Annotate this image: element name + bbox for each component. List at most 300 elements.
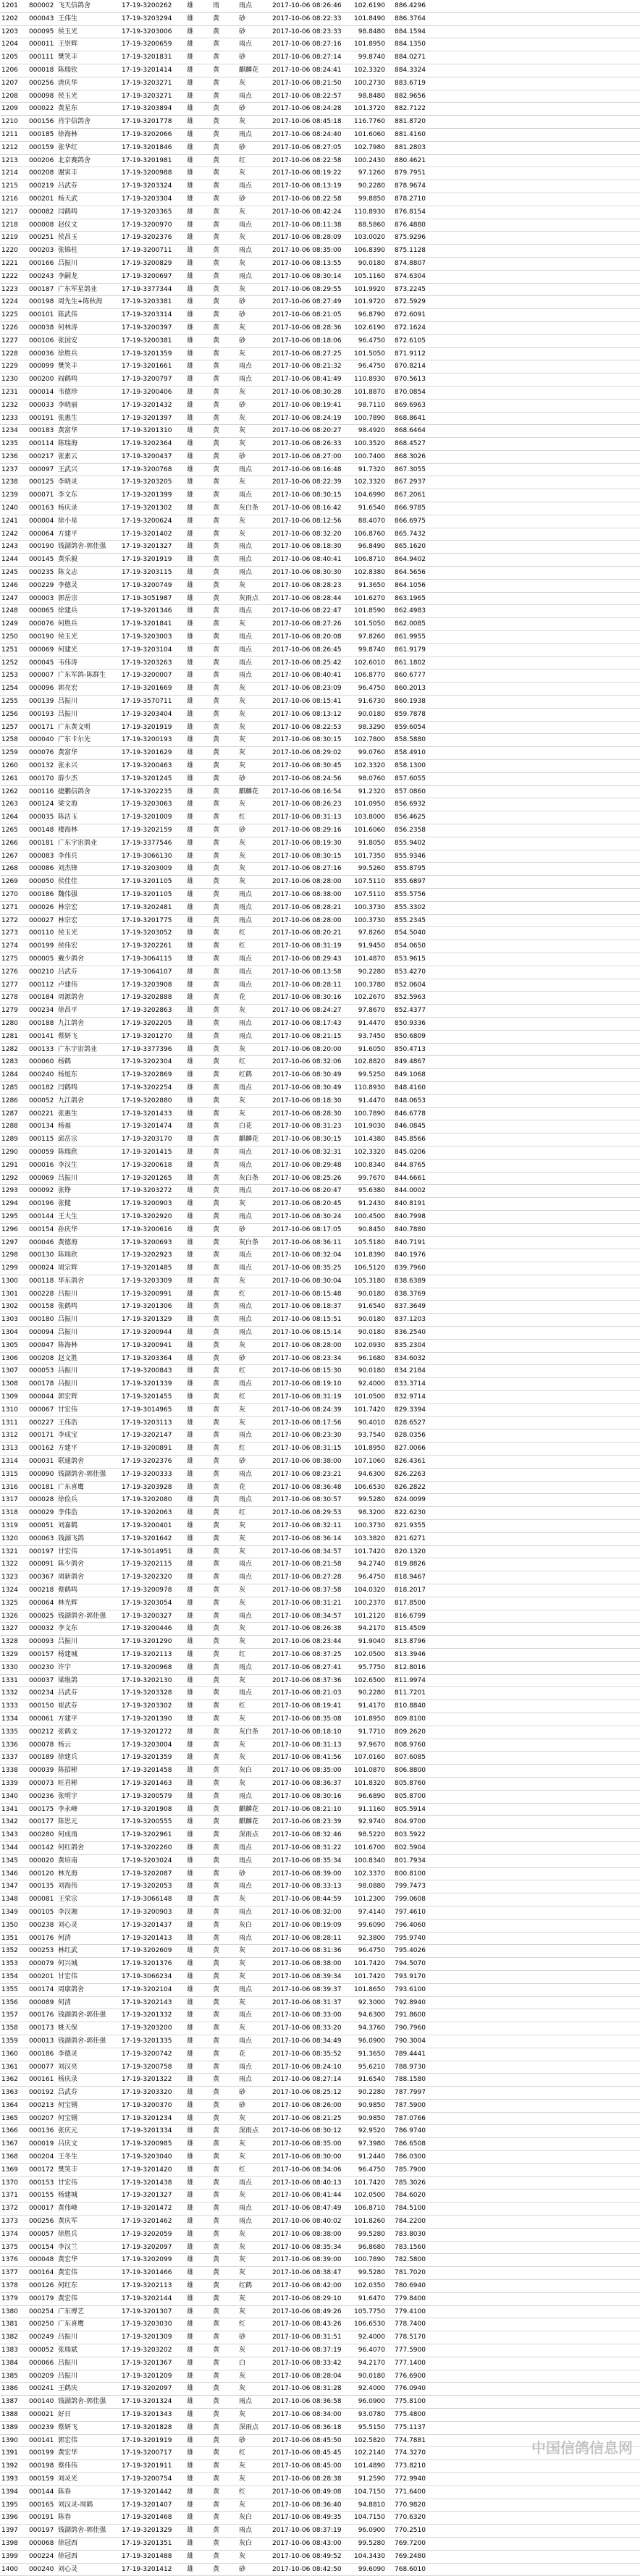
feather-color-cell: 红 xyxy=(237,811,271,824)
owner-name-cell: 何建光 xyxy=(56,643,120,656)
feather-color-cell: 雨点 xyxy=(237,1790,271,1803)
ring-id-cell: 000110 xyxy=(28,927,56,940)
empty-cell xyxy=(427,283,640,296)
eye-color-cell: 黄 xyxy=(211,1172,237,1185)
empty-cell xyxy=(427,1816,640,1829)
distance-cell: 99.5280 xyxy=(308,1494,387,1507)
ring-id-cell: 000230 xyxy=(28,1661,56,1674)
table-row xyxy=(0,2099,640,2112)
empty-cell xyxy=(427,1352,640,1365)
speed-cell: 786.6508 xyxy=(387,2138,427,2151)
speed-cell: 818.9467 xyxy=(387,1571,427,1584)
eye-color-cell: 黄 xyxy=(211,309,237,322)
speed-cell: 822.6230 xyxy=(387,1507,427,1520)
ring-id-cell: 000090 xyxy=(28,1468,56,1481)
speed-cell: 791.8600 xyxy=(387,2009,427,2022)
distance-cell: 102.7800 xyxy=(308,734,387,747)
return-time-cell: 2017-10-06 08:21:25 xyxy=(271,2112,308,2125)
owner-name-cell: 吕武芬 xyxy=(56,180,120,193)
rank-cell: 1310 xyxy=(0,1403,28,1416)
speed-cell: 790.7960 xyxy=(387,2022,427,2035)
pigeon-ring-cell: 17-19-3200711 xyxy=(120,245,185,258)
empty-cell xyxy=(427,1739,640,1752)
feather-color-cell: 砂 xyxy=(237,2099,271,2112)
return-time-cell: 2017-10-06 08:31:15 xyxy=(271,1443,308,1456)
empty-cell xyxy=(427,0,640,12)
table-row xyxy=(0,438,640,451)
table-row xyxy=(0,1777,640,1790)
ring-id-cell: 000219 xyxy=(28,180,56,193)
speed-cell: 820.1320 xyxy=(387,1545,427,1558)
owner-name-cell: 黄宏伟 xyxy=(56,2292,120,2305)
rank-cell: 1358 xyxy=(0,2022,28,2035)
return-time-cell: 2017-10-06 08:31:22 xyxy=(271,1841,308,1854)
eye-color-cell: 黄 xyxy=(211,901,237,914)
empty-cell xyxy=(427,502,640,515)
empty-cell xyxy=(427,296,640,309)
speed-cell: 793.9170 xyxy=(387,1970,427,1983)
empty-cell xyxy=(427,901,640,914)
eye-color-cell: 黄 xyxy=(211,772,237,785)
ring-id-cell: 000144 xyxy=(28,2486,56,2499)
owner-name-cell: 肖宇信鸽舍 xyxy=(56,116,120,129)
sex-cell: 雄 xyxy=(185,734,211,747)
return-time-cell: 2017-10-06 08:31:19 xyxy=(271,940,308,953)
eye-color-cell: 黄 xyxy=(211,2383,237,2396)
feather-color-cell: 雨点 xyxy=(237,1159,271,1172)
return-time-cell: 2017-10-06 08:35:00 xyxy=(271,1765,308,1778)
speed-cell: 857.0860 xyxy=(387,785,427,798)
return-time-cell: 2017-10-06 08:33:20 xyxy=(271,2022,308,2035)
sex-cell: 雄 xyxy=(185,2305,211,2318)
rank-cell: 1205 xyxy=(0,51,28,64)
speed-cell: 856.2358 xyxy=(387,824,427,837)
sex-cell: 雄 xyxy=(185,1443,211,1456)
return-time-cell: 2017-10-06 08:29:02 xyxy=(271,747,308,760)
table-row xyxy=(0,1146,640,1159)
table-row xyxy=(0,2396,640,2409)
distance-cell: 101.7420 xyxy=(308,1403,387,1416)
sex-cell: 雄 xyxy=(185,2434,211,2447)
table-row xyxy=(0,1893,640,1906)
table-row xyxy=(0,824,640,837)
owner-name-cell: 黄培南 xyxy=(56,1854,120,1867)
sex-cell: 雄 xyxy=(185,541,211,554)
ring-id-cell: 000176 xyxy=(28,1932,56,1945)
rank-cell: 1340 xyxy=(0,1790,28,1803)
ring-id-cell: 000174 xyxy=(28,1983,56,1996)
ring-id-cell: 000060 xyxy=(28,1056,56,1069)
table-row xyxy=(0,2189,640,2203)
owner-name-cell: 张鹤文 xyxy=(56,1726,120,1739)
owner-name-cell: 林红武 xyxy=(56,1945,120,1958)
sex-cell: 雄 xyxy=(185,1288,211,1301)
table-row xyxy=(0,1081,640,1094)
pigeon-ring-cell: 17-19-3200624 xyxy=(120,515,185,528)
ring-id-cell: 000181 xyxy=(28,837,56,850)
sex-cell: 雄 xyxy=(185,1159,211,1172)
speed-cell: 770.9820 xyxy=(387,2499,427,2512)
eye-color-cell: 黄 xyxy=(211,1314,237,1327)
distance-cell: 96.4750 xyxy=(308,360,387,373)
table-row xyxy=(0,386,640,399)
empty-cell xyxy=(427,1932,640,1945)
return-time-cell: 2017-10-06 08:24:28 xyxy=(271,103,308,116)
empty-cell xyxy=(427,1456,640,1469)
table-row xyxy=(0,1314,640,1327)
table-row xyxy=(0,1571,640,1584)
distance-cell: 101.8590 xyxy=(308,605,387,618)
sex-cell: 雄 xyxy=(185,1236,211,1249)
sex-cell: 雄 xyxy=(185,64,211,77)
empty-cell xyxy=(427,1094,640,1107)
table-row xyxy=(0,2280,640,2293)
ring-id-cell: 000161 xyxy=(28,2074,56,2087)
pigeon-ring-cell: 17-19-3201309 xyxy=(120,2331,185,2344)
feather-color-cell: 雨点 xyxy=(237,656,271,670)
eye-color-cell: 黄 xyxy=(211,1056,237,1069)
eye-color-cell: 黄 xyxy=(211,1133,237,1146)
table-row xyxy=(0,683,640,696)
ring-id-cell: 000201 xyxy=(28,193,56,206)
empty-cell xyxy=(427,863,640,876)
sex-cell: 雄 xyxy=(185,760,211,773)
speed-cell: 818.2017 xyxy=(387,1584,427,1597)
eye-color-cell: 黄 xyxy=(211,321,237,334)
distance-cell: 104.0320 xyxy=(308,1584,387,1597)
pigeon-ring-cell: 17-19-3201919 xyxy=(120,554,185,567)
site-watermark: 中国信鸽信息网 xyxy=(531,2439,633,2457)
ring-id-cell: 000256 xyxy=(28,2216,56,2229)
ring-id-cell: 000185 xyxy=(28,128,56,141)
empty-cell xyxy=(427,1017,640,1030)
feather-color-cell: 灰 xyxy=(237,618,271,631)
feather-color-cell: 灰 xyxy=(237,1403,271,1416)
empty-cell xyxy=(427,2061,640,2074)
ring-id-cell: 000171 xyxy=(28,721,56,734)
feather-color-cell: 雨点 xyxy=(237,554,271,567)
speed-cell: 868.3026 xyxy=(387,450,427,463)
ring-id-cell: 000240 xyxy=(28,2563,56,2576)
feather-color-cell: 砂 xyxy=(237,25,271,38)
return-time-cell: 2017-10-06 08:30:04 xyxy=(271,1275,308,1288)
speed-cell: 800.8100 xyxy=(387,1867,427,1880)
feather-color-cell: 灰 xyxy=(237,683,271,696)
feather-color-cell: 灰 xyxy=(237,232,271,245)
distance-cell: 101.8390 xyxy=(308,1249,387,1262)
pigeon-ring-cell: 17-19-3201462 xyxy=(120,2216,185,2229)
ring-id-cell: 000184 xyxy=(28,992,56,1005)
owner-name-cell: 蔡妍飞 xyxy=(56,2421,120,2434)
speed-cell: 884.1350 xyxy=(387,38,427,51)
ring-id-cell: 000142 xyxy=(28,1841,56,1854)
owner-name-cell: 徐胜兵 xyxy=(56,2228,120,2241)
return-time-cell: 2017-10-06 08:28:36 xyxy=(271,321,308,334)
return-time-cell: 2017-10-06 08:11:38 xyxy=(271,219,308,232)
ring-id-cell: 000148 xyxy=(28,824,56,837)
table-row xyxy=(0,1094,640,1107)
distance-cell: 96.0900 xyxy=(308,2396,387,2409)
owner-name-cell: 张惠生 xyxy=(56,1107,120,1120)
table-row xyxy=(0,245,640,258)
rank-cell: 1287 xyxy=(0,1107,28,1120)
owner-name-cell: 钱湖鸽舍-郭佳强 xyxy=(56,1468,120,1481)
table-row xyxy=(0,206,640,219)
eye-color-cell: 黄 xyxy=(211,2396,237,2409)
pigeon-ring-cell: 17-19-3203309 xyxy=(120,1275,185,1288)
empty-cell xyxy=(427,940,640,953)
return-time-cell: 2017-10-06 08:21:05 xyxy=(271,309,308,322)
speed-cell: 805.8700 xyxy=(387,1790,427,1803)
empty-cell xyxy=(427,541,640,554)
empty-cell xyxy=(427,141,640,154)
table-row xyxy=(0,1249,640,1262)
feather-color-cell: 灰 xyxy=(237,734,271,747)
eye-color-cell: 黄 xyxy=(211,2357,237,2370)
empty-cell xyxy=(427,1339,640,1352)
distance-cell: 105.3180 xyxy=(308,1275,387,1288)
return-time-cell: 2017-10-06 08:45:18 xyxy=(271,116,308,129)
eye-color-cell: 黄 xyxy=(211,2216,237,2229)
speed-cell: 840.8191 xyxy=(387,1198,427,1211)
empty-cell xyxy=(427,219,640,232)
rank-cell: 1264 xyxy=(0,811,28,824)
feather-color-cell: 灰白条 xyxy=(237,1236,271,1249)
empty-cell xyxy=(427,811,640,824)
eye-color-cell: 黄 xyxy=(211,2447,237,2460)
speed-cell: 783.8030 xyxy=(387,2228,427,2241)
ring-id-cell: 000115 xyxy=(28,1133,56,1146)
eye-color-cell: 黄 xyxy=(211,2344,237,2357)
ring-id-cell: 000043 xyxy=(28,12,56,25)
empty-cell xyxy=(427,1365,640,1378)
empty-cell xyxy=(427,824,640,837)
sex-cell: 雄 xyxy=(185,1494,211,1507)
empty-cell xyxy=(427,334,640,347)
sex-cell: 雄 xyxy=(185,1893,211,1906)
empty-cell xyxy=(427,321,640,334)
distance-cell: 100.4500 xyxy=(308,1210,387,1223)
pigeon-ring-cell: 17-19-3200193 xyxy=(120,734,185,747)
distance-cell: 100.7890 xyxy=(308,1107,387,1120)
eye-color-cell: 黄 xyxy=(211,2409,237,2422)
pigeon-ring-cell: 17-19-3203271 xyxy=(120,90,185,103)
ring-id-cell: 000105 xyxy=(28,1906,56,1919)
sex-cell: 雄 xyxy=(185,1790,211,1803)
sex-cell: 雄 xyxy=(185,25,211,38)
return-time-cell: 2017-10-06 08:22:47 xyxy=(271,605,308,618)
rank-cell: 1344 xyxy=(0,1841,28,1854)
rank-cell: 1227 xyxy=(0,334,28,347)
ring-id-cell: 000224 xyxy=(28,2550,56,2563)
return-time-cell: 2017-10-06 08:22:58 xyxy=(271,193,308,206)
pigeon-ring-cell: 17-19-3200616 xyxy=(120,1223,185,1236)
empty-cell xyxy=(427,2112,640,2125)
table-row xyxy=(0,2383,640,2396)
eye-color-cell: 黄 xyxy=(211,1275,237,1288)
owner-name-cell: 王荣宗 xyxy=(56,1893,120,1906)
table-row xyxy=(0,2241,640,2254)
pigeon-ring-cell: 17-19-3201669 xyxy=(120,683,185,696)
speed-cell: 795.4026 xyxy=(387,1945,427,1958)
table-row xyxy=(0,747,640,760)
ring-id-cell: 000050 xyxy=(28,876,56,889)
ring-id-cell: 000191 xyxy=(28,412,56,425)
rank-cell: 1396 xyxy=(0,2512,28,2525)
distance-cell: 90.0180 xyxy=(308,257,387,270)
table-row xyxy=(0,1661,640,1674)
feather-color-cell: 灰 xyxy=(237,1752,271,1765)
eye-color-cell: 黄 xyxy=(211,1005,237,1018)
empty-cell xyxy=(427,1185,640,1198)
return-time-cell: 2017-10-06 08:21:58 xyxy=(271,1558,308,1571)
pigeon-ring-cell: 17-19-3200891 xyxy=(120,1443,185,1456)
owner-name-cell: 林宗宏 xyxy=(56,901,120,914)
speed-cell: 813.3946 xyxy=(387,1649,427,1662)
speed-cell: 792.8940 xyxy=(387,1996,427,2009)
empty-cell xyxy=(427,90,640,103)
feather-color-cell: 灰 xyxy=(237,579,271,592)
distance-cell: 100.8340 xyxy=(308,1854,387,1867)
speed-cell: 865.1620 xyxy=(387,541,427,554)
owner-name-cell: 林光海 xyxy=(56,1867,120,1880)
speed-cell: 786.9740 xyxy=(387,2125,427,2138)
owner-name-cell: 吕振川 xyxy=(56,1314,120,1327)
distance-cell: 98.3290 xyxy=(308,721,387,734)
rank-cell: 1320 xyxy=(0,1532,28,1545)
return-time-cell: 2017-10-06 08:24:41 xyxy=(271,64,308,77)
sex-cell: 雄 xyxy=(185,399,211,412)
sex-cell: 雄 xyxy=(185,1378,211,1391)
pigeon-ring-cell: 17-19-3202063 xyxy=(120,1507,185,1520)
ring-id-cell: 000181 xyxy=(28,1481,56,1494)
return-time-cell: 2017-10-06 08:36:48 xyxy=(271,1481,308,1494)
owner-name-cell: 广东宇宙鸽业 xyxy=(56,837,120,850)
speed-cell: 872.6105 xyxy=(387,334,427,347)
ring-id-cell: 000171 xyxy=(28,1430,56,1443)
feather-color-cell: 灰 xyxy=(237,708,271,721)
distance-cell: 100.3730 xyxy=(308,914,387,927)
sex-cell: 雄 xyxy=(185,656,211,670)
feather-color-cell: 灰 xyxy=(237,2292,271,2305)
ring-id-cell: 000249 xyxy=(28,2331,56,2344)
return-time-cell: 2017-10-06 08:32:31 xyxy=(271,1146,308,1159)
ring-id-cell: 000004 xyxy=(28,515,56,528)
feather-color-cell: 灰 xyxy=(237,2151,271,2164)
pigeon-ring-cell: 17-19-3201414 xyxy=(120,64,185,77)
eye-color-cell: 雨 xyxy=(211,0,237,12)
ring-id-cell: 000126 xyxy=(28,2280,56,2293)
return-time-cell: 2017-10-06 08:29:53 xyxy=(271,1507,308,1520)
feather-color-cell: 花 xyxy=(237,2048,271,2061)
speed-cell: 840.7880 xyxy=(387,1223,427,1236)
pigeon-ring-cell: 17-19-3202097 xyxy=(120,2383,185,2396)
distance-cell: 101.8950 xyxy=(308,1443,387,1456)
sex-cell: 雄 xyxy=(185,683,211,696)
owner-name-cell: 联通鸽舍 xyxy=(56,1456,120,1469)
ring-id-cell: 000038 xyxy=(28,321,56,334)
distance-cell: 95.5150 xyxy=(308,2421,387,2434)
eye-color-cell: 黄 xyxy=(211,2318,237,2331)
ring-id-cell: 000207 xyxy=(28,2112,56,2125)
pigeon-ring-cell: 17-19-3202304 xyxy=(120,1056,185,1069)
distance-cell: 90.2280 xyxy=(308,1687,387,1700)
owner-name-cell: 杨建城 xyxy=(56,1649,120,1662)
empty-cell xyxy=(427,1765,640,1778)
return-time-cell: 2017-10-06 08:19:22 xyxy=(271,167,308,180)
distance-cell: 98.0760 xyxy=(308,772,387,785)
distance-cell: 91.9450 xyxy=(308,940,387,953)
return-time-cell: 2017-10-06 08:37:25 xyxy=(271,1649,308,1662)
distance-cell: 101.4890 xyxy=(308,2460,387,2473)
rank-cell: 1288 xyxy=(0,1120,28,1133)
feather-color-cell: 砂 xyxy=(237,2331,271,2344)
distance-cell: 99.6090 xyxy=(308,1919,387,1932)
speed-cell: 787.7997 xyxy=(387,2087,427,2100)
feather-color-cell: 深雨点 xyxy=(237,2421,271,2434)
eye-color-cell: 黄 xyxy=(211,734,237,747)
distance-cell: 92.4000 xyxy=(308,1378,387,1391)
ring-id-cell: 000114 xyxy=(28,438,56,451)
distance-cell: 99.5260 xyxy=(308,863,387,876)
pigeon-ring-cell: 17-19-3202066 xyxy=(120,128,185,141)
eye-color-cell: 黄 xyxy=(211,1623,237,1636)
distance-cell: 93.0780 xyxy=(308,2409,387,2422)
rank-cell: 1357 xyxy=(0,2009,28,2022)
return-time-cell: 2017-10-06 08:37:36 xyxy=(271,1674,308,1687)
feather-color-cell: 红 xyxy=(237,1365,271,1378)
table-row xyxy=(0,1365,640,1378)
eye-color-cell: 黄 xyxy=(211,2189,237,2203)
owner-name-cell: 何胜兵 xyxy=(56,618,120,631)
distance-cell: 100.3520 xyxy=(308,438,387,451)
table-row xyxy=(0,2176,640,2189)
ring-id-cell: 000044 xyxy=(28,1391,56,1404)
sex-cell: 雄 xyxy=(185,850,211,863)
pigeon-ring-cell: 17-19-3201302 xyxy=(120,502,185,515)
feather-color-cell: 雨点 xyxy=(237,2396,271,2409)
owner-name-cell: 李汉湘 xyxy=(56,1906,120,1919)
speed-cell: 824.0099 xyxy=(387,1494,427,1507)
return-time-cell: 2017-10-06 08:31:36 xyxy=(271,1945,308,1958)
distance-cell: 92.4000 xyxy=(308,2331,387,2344)
eye-color-cell: 黄 xyxy=(211,1159,237,1172)
ring-id-cell: 000011 xyxy=(28,38,56,51)
owner-name-cell: 杨建城 xyxy=(56,2189,120,2203)
pigeon-ring-cell: 17-19-3200829 xyxy=(120,257,185,270)
ring-id-cell: 000203 xyxy=(28,245,56,258)
sex-cell: 雄 xyxy=(185,1365,211,1378)
feather-color-cell: 雨点 xyxy=(237,914,271,927)
ring-id-cell: 000209 xyxy=(28,2370,56,2383)
sex-cell: 雄 xyxy=(185,2292,211,2305)
distance-cell: 95.6380 xyxy=(308,1185,387,1198)
return-time-cell: 2017-10-06 08:33:13 xyxy=(271,1880,308,1893)
speed-cell: 817.8500 xyxy=(387,1597,427,1610)
table-row xyxy=(0,966,640,979)
table-row xyxy=(0,1056,640,1069)
speed-cell: 855.5756 xyxy=(387,888,427,901)
return-time-cell: 2017-10-06 08:13:12 xyxy=(271,708,308,721)
owner-name-cell: 郭岳宗 xyxy=(56,592,120,605)
eye-color-cell: 黄 xyxy=(211,386,237,399)
ring-id-cell: 000136 xyxy=(28,2125,56,2138)
empty-cell xyxy=(427,579,640,592)
pigeon-ring-cell: 17-19-3201327 xyxy=(120,2189,185,2203)
eye-color-cell: 黄 xyxy=(211,2176,237,2189)
owner-name-cell: 侯昌玉 xyxy=(56,232,120,245)
rank-cell: 1328 xyxy=(0,1636,28,1649)
